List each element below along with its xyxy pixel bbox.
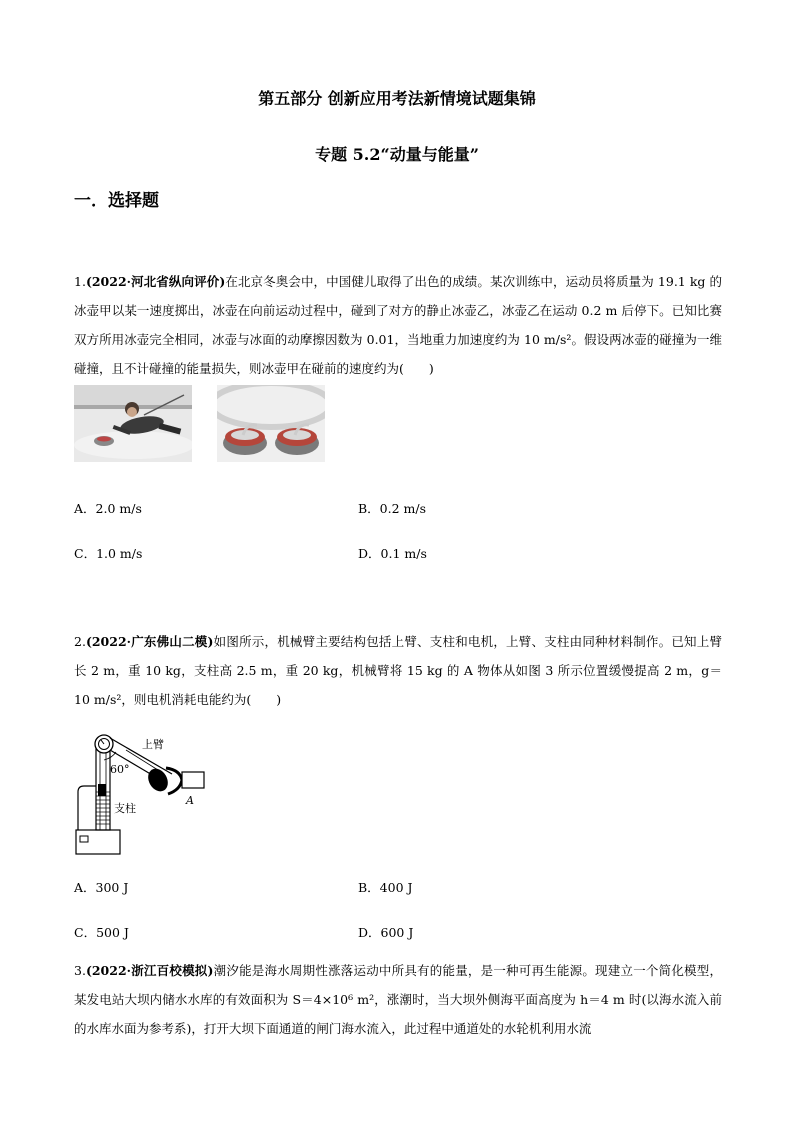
option-c[interactable]: C．500 J <box>74 925 129 940</box>
question-text: 如图所示，机械臂主要结构包括上臂、支柱和电机，上臂、支柱由同种材料制作。已知上臂长 2 m，重 10 kg，支柱高 2.5 m，重 20 kg，机械臂将 15 kg 的 A 物体从如图 3 所示位置缓慢提高 2 m，g＝10 m/s²，则电机消耗电能约为( ) <box>74 634 722 707</box>
curling-athlete-photo <box>74 385 192 462</box>
question-number: 3. <box>74 963 86 978</box>
object-a-label: A <box>186 794 194 807</box>
question-1 <box>74 267 722 383</box>
section-title: 一．选择题 <box>74 191 159 211</box>
option-a[interactable]: A．2.0 m/s <box>74 501 142 516</box>
upper-arm-label: 上臂 <box>142 738 164 751</box>
question-text: 潮汐能是海水周期性涨落运动中所具有的能量，是一种可再生能源。现建立一个简化模型，某发电站大坝内储水水库的有效面积为 S＝4×10⁶ m²，涨潮时，当大坝外侧海平面高度为 h＝4 m 时(以海水流入前的水库水面为参考系)，打开大坝下面通道的闸门海水流入，此过程中通道处的水轮机利用水流 <box>74 963 722 1036</box>
part-title: 第五部分 创新应用考法新情境试题集锦 <box>258 89 536 108</box>
pillar-label: 支柱 <box>114 802 136 815</box>
question-1-options <box>74 499 722 589</box>
option-b[interactable]: B．0.2 m/s <box>358 501 427 516</box>
question-text: 在北京冬奥会中，中国健儿取得了出色的成绩。某次训练中，运动员将质量为 19.1 kg 的冰壶甲以某一速度掷出，冰壶在向前运动过程中，碰到了对方的静止冰壶乙，冰壶乙在运动 0.2 m 后停下。已知比赛双方所用冰壶完全相同，冰壶与冰面的动摩擦因数为 0.01，当地重力加速度约为 10 m/s²。假设两冰壶的碰撞为一维碰撞，且不计碰撞的能量损失，则冰壶甲在碰前的速度约为( ) <box>74 274 722 376</box>
topic-title: 专题 5.2“动量与能量” <box>315 145 479 164</box>
option-d[interactable]: D．0.1 m/s <box>358 546 427 561</box>
option-d[interactable]: D．600 J <box>358 925 414 940</box>
question-source: (2022·浙江百校模拟) <box>85 963 214 978</box>
angle-label: 60° <box>110 763 130 776</box>
option-c[interactable]: C．1.0 m/s <box>74 546 143 561</box>
question-number: 1. <box>74 274 86 289</box>
option-b[interactable]: B．400 J <box>358 880 413 895</box>
question-number: 2. <box>74 634 86 649</box>
question-source: (2022·广东佛山二模) <box>85 634 214 649</box>
robotic-arm-diagram <box>74 730 214 858</box>
question-3 <box>74 956 722 1043</box>
question-source: (2022·河北省纵向评价) <box>85 274 226 289</box>
option-a[interactable]: A．300 J <box>74 880 129 895</box>
curling-stones-photo <box>217 385 325 462</box>
question-2 <box>74 627 722 714</box>
question-2-options <box>74 878 722 968</box>
